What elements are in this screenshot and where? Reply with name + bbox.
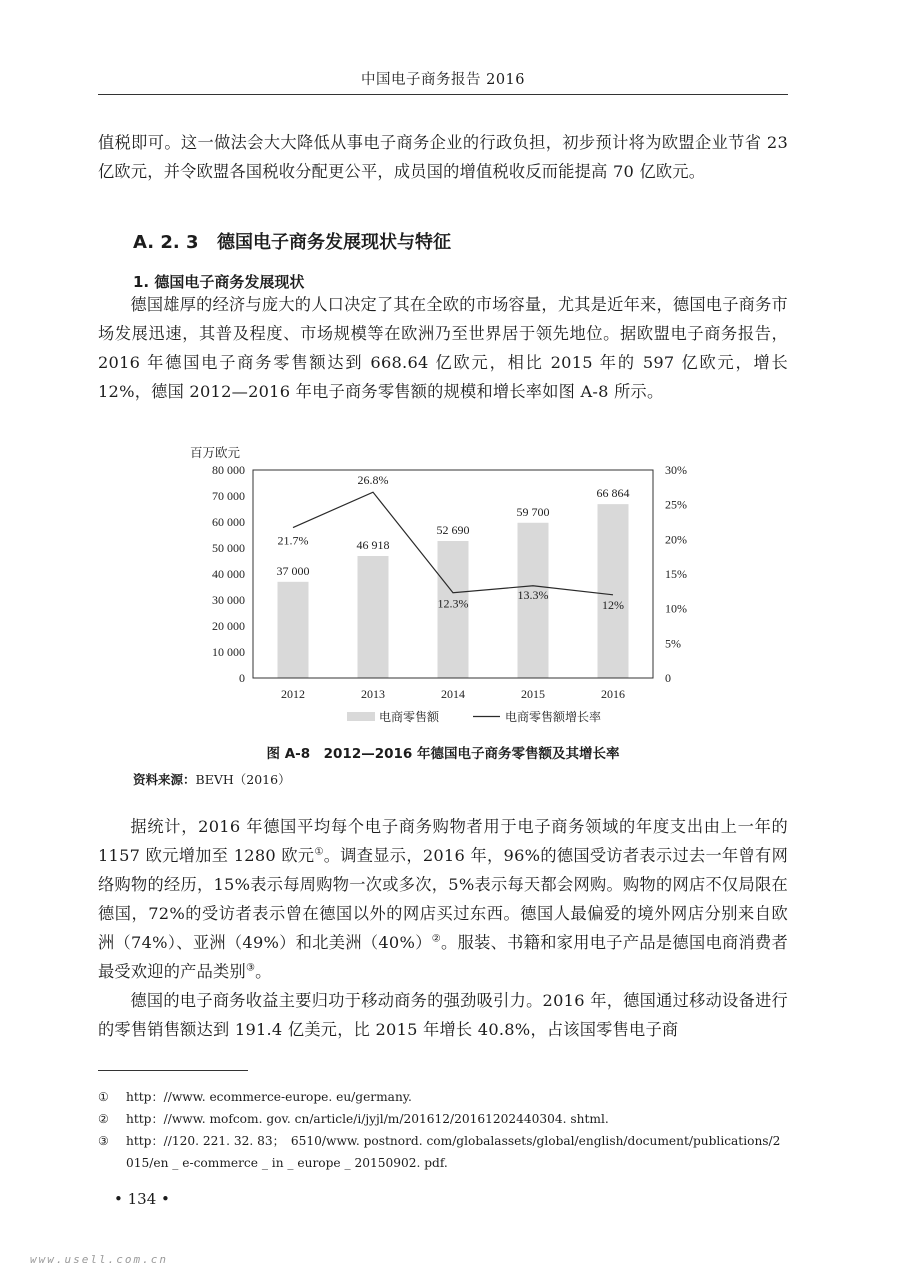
bar-value-label: 37 000 — [276, 563, 310, 578]
x-tick-label: 2016 — [601, 687, 625, 701]
footnote-3 — [98, 1130, 788, 1174]
legend-bar-label: 电商零售额 — [379, 710, 440, 724]
watermark: www.usell.com.cn — [30, 1253, 168, 1266]
footnote-ref-1[interactable]: ① — [314, 846, 324, 858]
x-tick-label: 2013 — [361, 687, 385, 701]
y-tick-label: 10 000 — [212, 645, 245, 659]
source-value: BEVH（2016） — [195, 772, 291, 787]
x-tick-label: 2014 — [441, 687, 465, 701]
bar-value-label: 66 864 — [596, 486, 630, 501]
paragraph-2: 德国雄厚的经济与庞大的人口决定了其在全欧的市场容量，尤其是近年来，德国电子商务市场发展迅速，其普及程度、市场规模等在欧洲乃至世界居于领先地位。据欧盟电子商务报告，2016 年德国电子商务零售额达到 668.64 亿欧元，相比 2015 年的 597 亿欧元，增长 12%，德国 2012—2016 年电子商务零售额的规模和增长率如图 A-8 所示。 — [98, 295, 788, 401]
y-tick-label: 50 000 — [212, 541, 245, 555]
header-rule — [98, 94, 788, 95]
x-tick-label: 2015 — [521, 687, 545, 701]
line-value-label: 13.3% — [517, 587, 549, 602]
legend-line-label: 电商零售额增长率 — [505, 710, 602, 724]
paragraph-3-part-1: 据统计，2016 年德国平均每个电子商务购物者用于电子商务领域的年度支出由上一年的 1157 欧元增加至 1280 欧元 — [98, 817, 788, 865]
bar — [598, 504, 629, 678]
y2-tick-label: 10% — [665, 601, 687, 616]
paragraph-3 — [98, 812, 788, 986]
paragraph-1: 值税即可。这一做法会大大降低从事电子商务企业的行政负担，初步预计将为欧盟企业节省 23 亿欧元，并令欧盟各国税收分配更公平，成员国的增值税收反而能提高 70 亿欧元。 — [98, 133, 788, 181]
y-tick-label: 30 000 — [212, 593, 245, 607]
footnote-ref-3[interactable]: ③ — [245, 962, 256, 974]
legend-bar-swatch — [347, 712, 375, 721]
line-value-label: 21.7% — [277, 533, 309, 548]
y2-tick-label: 25% — [665, 497, 687, 512]
paragraph-3-part-2: 。调查显示，2016 年，96%的德国受访者表示过去一年曾有网络购物的经历，15%表示每周购物一次或多次，5%表示每天都会网购。购物的网店不仅局限在德国，72%的受访者表示曾在德国以外的网店买过东西。德国人最偏爱的境外网店分别来自欧洲（74%）、亚洲（49%）和北美洲（40%） — [98, 846, 789, 952]
y2-tick-label: 30% — [665, 463, 687, 477]
section-title: 德国电子商务发展现状与特征 — [217, 232, 451, 253]
figure-source — [133, 770, 291, 788]
section-heading — [133, 228, 451, 254]
page-number: • 134 • — [114, 1190, 170, 1208]
footnote-ref-2[interactable]: ② — [431, 933, 442, 945]
subsection-heading: 1. 德国电子商务发展现状 — [133, 273, 305, 291]
paragraph-3-part-4: 。 — [255, 962, 272, 981]
line-value-label: 12.3% — [437, 596, 469, 611]
line-value-label: 26.8% — [357, 473, 389, 488]
y2-tick-label: 20% — [665, 532, 687, 547]
footnote-mark: ③ — [98, 1134, 109, 1148]
y2-tick-label: 5% — [665, 636, 681, 651]
y-tick-label: 20 000 — [212, 619, 245, 633]
bar — [358, 556, 389, 678]
bar — [278, 582, 309, 678]
figure-a8-chart — [180, 443, 710, 733]
footnote-text: http：//www. mofcom. gov. cn/article/i/jyjl/m/201612/20161202440304. shtml. — [126, 1112, 609, 1126]
figure-caption: 图 A-8 2012—2016 年德国电子商务零售额及其增长率 — [266, 746, 620, 762]
footnote-rule — [98, 1070, 248, 1071]
footnotes — [98, 1086, 788, 1174]
y-tick-label: 0 — [239, 671, 245, 685]
paragraph-4: 德国的电子商务收益主要归功于移动商务的强劲吸引力。2016 年，德国通过移动设备进行的零售销售额达到 191.4 亿美元，比 2015 年增长 40.8%，占该国零售电子商 — [98, 991, 788, 1039]
footnote-mark: ② — [98, 1112, 109, 1126]
chart-svg — [180, 443, 710, 733]
y-tick-label: 70 000 — [212, 489, 245, 503]
footnote-2 — [98, 1108, 788, 1130]
bar-value-label: 59 700 — [516, 504, 550, 519]
bar-value-label: 46 918 — [356, 538, 390, 553]
y-tick-label: 80 000 — [212, 463, 245, 477]
y-tick-label: 40 000 — [212, 567, 245, 581]
footnote-text: http：//120. 221. 32. 83； 6510/www. postnord. com/globalassets/global/english/document/publications/2015/en _ e-commerce _ in _ europe _ 20150902. pdf. — [126, 1134, 781, 1170]
footnote-1 — [98, 1086, 788, 1108]
source-label: 资料来源： — [133, 772, 196, 787]
footnote-text: http：//www. ecommerce-europe. eu/germany. — [126, 1090, 412, 1104]
y2-tick-label: 15% — [665, 567, 687, 581]
paragraph-3-part-3: 。服装、书籍和家用电子产品是德国电商消费者最受欢迎的产品类别 — [98, 933, 789, 981]
bar-value-label: 52 690 — [436, 523, 470, 538]
running-head: 中国电子商务报告 2016 — [360, 72, 525, 88]
footnote-mark: ① — [98, 1090, 109, 1104]
y-tick-label: 60 000 — [212, 515, 245, 529]
section-number: A. 2. 3 — [133, 232, 199, 253]
y2-tick-label: 0 — [665, 671, 671, 685]
line-value-label: 12% — [602, 597, 624, 612]
y-axis-title: 百万欧元 — [190, 446, 241, 460]
x-tick-label: 2012 — [281, 687, 305, 701]
